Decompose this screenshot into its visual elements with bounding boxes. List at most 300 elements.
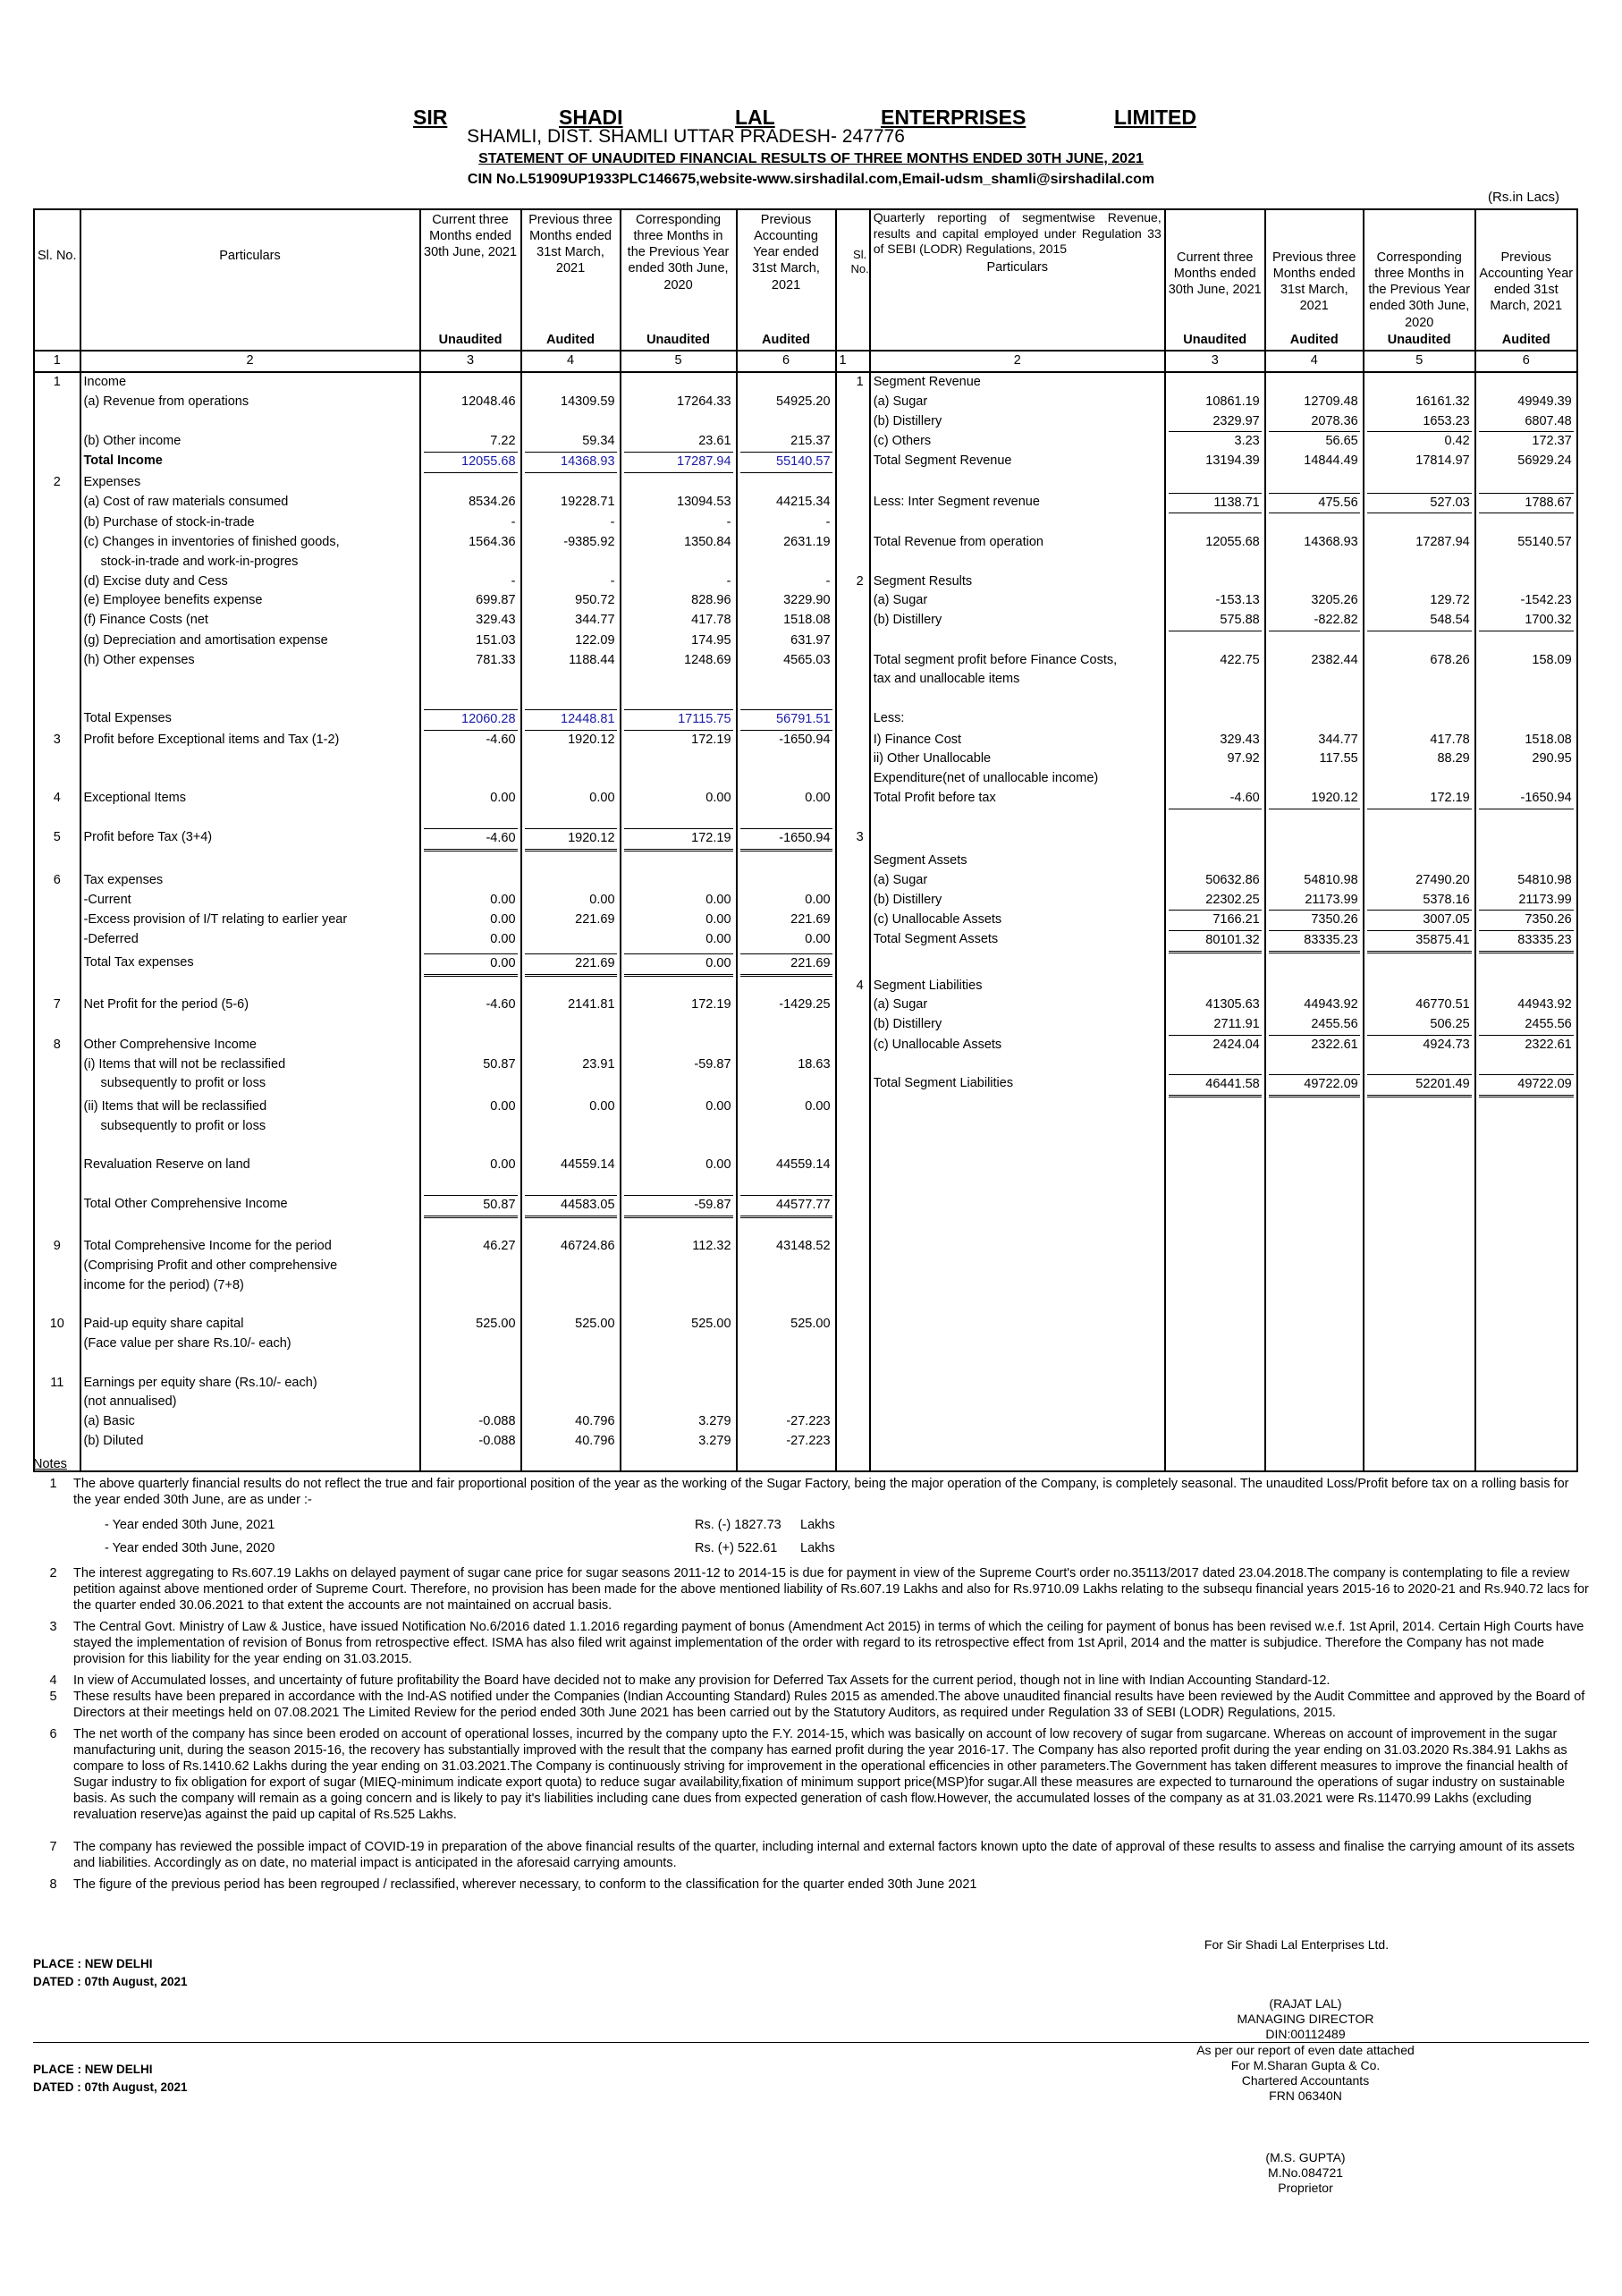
cell-value: 548.54 <box>1367 611 1472 631</box>
row-sl <box>34 1393 80 1412</box>
row-value-right <box>1475 1156 1577 1175</box>
row-value-right <box>1165 1276 1265 1296</box>
row-particulars: (h) Other expenses <box>80 651 420 671</box>
table-row <box>34 1175 1577 1195</box>
row-value-right <box>1165 995 1265 1015</box>
row-value-right <box>1265 930 1364 953</box>
table-row <box>34 670 1577 690</box>
row-particulars: Total Tax expenses <box>80 953 420 977</box>
row-particulars <box>80 851 420 871</box>
row-value-right <box>1265 412 1364 433</box>
cell-value: 0.00 <box>705 912 731 928</box>
row-particulars-right <box>870 513 1165 533</box>
row-value-right <box>1165 769 1265 789</box>
row-value-right <box>1364 1218 1475 1238</box>
cell-value: 1788.67 <box>1479 493 1574 514</box>
row-value-right <box>1265 1055 1364 1075</box>
cell-value: 17287.94 <box>624 452 733 473</box>
column-number-row <box>34 351 1577 372</box>
table-row <box>34 372 1577 393</box>
cell-value: 44215.34 <box>776 494 831 509</box>
row-value-right <box>1364 1412 1475 1432</box>
row-value <box>621 930 737 953</box>
row-value-right <box>1265 750 1364 769</box>
col-year: Previous Accounting Year ended 31st March, 2021 <box>737 209 836 331</box>
row-value <box>420 1237 521 1257</box>
row-value-right <box>1265 977 1364 996</box>
row-value <box>521 1257 621 1276</box>
cell-value: 12048.46 <box>461 394 516 409</box>
row-particulars: (c) Changes in inventories of finished goods, <box>80 533 420 553</box>
row-value <box>521 891 621 911</box>
row-value <box>737 1097 836 1117</box>
row-sl-right <box>851 591 870 611</box>
row-particulars <box>80 1137 420 1156</box>
row-value <box>420 493 521 514</box>
table-row <box>34 631 1577 651</box>
table-row <box>34 750 1577 769</box>
table-row <box>34 995 1577 1015</box>
row-sl <box>34 670 80 690</box>
row-value-right <box>1475 611 1577 631</box>
row-sl-right: 2 <box>856 573 864 589</box>
row-value <box>737 432 836 452</box>
row-particulars-right: (c) Others <box>870 432 1165 452</box>
row-particulars-right: Expenditure(net of unallocable income) <box>870 769 1165 789</box>
row-sl: 10 <box>34 1315 80 1334</box>
cell-value: 80101.32 <box>1169 930 1262 953</box>
row-particulars: Net Profit for the period (5-6) <box>80 995 420 1015</box>
row-value-right <box>1475 891 1577 911</box>
cell-value: 0.00 <box>705 932 731 947</box>
cell-value: 221.69 <box>525 953 617 977</box>
row-value <box>521 412 621 433</box>
row-value-right <box>1475 709 1577 731</box>
cell-value: 14368.93 <box>1304 535 1358 550</box>
row-value-right <box>1475 1015 1577 1036</box>
row-particulars: Earnings per equity share (Rs.10/- each) <box>80 1374 420 1394</box>
row-value <box>621 1097 737 1117</box>
cell-value: - <box>610 573 615 589</box>
row-value-right <box>1475 1354 1577 1374</box>
row-sl-right <box>851 871 870 891</box>
row-particulars-right <box>870 1175 1165 1195</box>
cell-value: 781.33 <box>476 652 516 667</box>
cell-value: -153.13 <box>1215 593 1260 608</box>
row-value <box>521 651 621 671</box>
row-value <box>621 851 737 871</box>
row-value-right <box>1265 493 1364 514</box>
row-particulars-right <box>870 1097 1165 1117</box>
cell-value: 3007.05 <box>1423 912 1470 928</box>
cell-value: 0.00 <box>805 892 831 907</box>
cell-value: 54810.98 <box>1517 872 1572 887</box>
column-number: 6 <box>1475 351 1577 372</box>
row-value-right <box>1475 1257 1577 1276</box>
row-sl: 11 <box>34 1374 80 1394</box>
row-value <box>521 1195 621 1218</box>
row-value <box>420 911 521 930</box>
row-value-right <box>1165 631 1265 651</box>
row-value-right <box>1165 690 1265 709</box>
row-sl <box>34 1354 80 1374</box>
cell-value: -4.60 <box>486 997 516 1012</box>
row-particulars: Tax expenses <box>80 871 420 891</box>
row-value-right <box>1265 1334 1364 1354</box>
cell-value: 18.63 <box>798 1056 831 1072</box>
row-value-right <box>1364 591 1475 611</box>
col-current-right: Current three Months ended 30th June, 2021 <box>1165 209 1265 331</box>
row-sl-right <box>851 709 870 731</box>
row-value-right <box>1475 432 1577 452</box>
row-value <box>621 1354 737 1374</box>
row-value-right <box>1364 690 1475 709</box>
row-value <box>521 631 621 651</box>
row-sl <box>34 769 80 789</box>
row-value-right <box>1165 651 1265 671</box>
cell-value: 0.00 <box>705 892 731 907</box>
table-row <box>34 591 1577 611</box>
row-particulars: subsequently to profit or loss <box>80 1117 420 1137</box>
row-particulars <box>80 769 420 789</box>
row-value-right <box>1265 769 1364 789</box>
row-particulars <box>80 412 420 433</box>
cell-value: 49722.09 <box>1269 1074 1360 1097</box>
row-value <box>521 750 621 769</box>
row-value <box>420 1156 521 1175</box>
table-row <box>34 953 1577 977</box>
cell-value: 221.69 <box>575 912 615 928</box>
row-sl <box>34 851 80 871</box>
row-particulars-right <box>870 1055 1165 1075</box>
row-value-right <box>1364 953 1475 977</box>
cell-value: 14844.49 <box>1304 453 1358 469</box>
row-value <box>420 372 521 393</box>
row-value-right <box>1475 670 1577 690</box>
row-sl-right <box>851 911 870 930</box>
table-row <box>34 709 1577 731</box>
cell-value: 0.00 <box>589 790 615 805</box>
cell-value: 2141.81 <box>568 997 615 1012</box>
row-sl-right <box>851 1036 870 1055</box>
table-row <box>34 977 1577 996</box>
row-value <box>420 828 521 851</box>
table-row <box>34 1257 1577 1276</box>
row-value-right <box>1475 690 1577 709</box>
row-particulars-right: (a) Sugar <box>870 995 1165 1015</box>
row-value-right <box>1165 1354 1265 1374</box>
partner-signature: (M.S. GUPTA) M.No.084721 Proprietor <box>1265 2150 1346 2195</box>
row-particulars: income for the period) (7+8) <box>80 1276 420 1296</box>
cell-value: - <box>825 515 831 530</box>
row-sl <box>34 1276 80 1296</box>
row-value-right <box>1475 789 1577 809</box>
status-label: Audited <box>521 331 621 352</box>
col-previous-right: Previous three Months ended 31st March, 2021 <box>1265 209 1364 331</box>
row-sl-right <box>851 1218 870 1238</box>
row-sl-right <box>851 953 870 977</box>
row-value <box>737 995 836 1015</box>
cell-value: 50632.86 <box>1205 872 1260 887</box>
row-value <box>521 871 621 891</box>
row-value-right <box>1475 393 1577 412</box>
row-sl <box>34 750 80 769</box>
cell-value: 10861.19 <box>1205 394 1260 409</box>
cell-value: 3.279 <box>698 1433 731 1448</box>
row-value <box>621 572 737 592</box>
cell-value: 2322.61 <box>1525 1037 1572 1052</box>
row-value-right <box>1265 393 1364 412</box>
row-particulars-right <box>870 1393 1165 1412</box>
row-value <box>621 631 737 651</box>
row-value-right <box>1475 1374 1577 1394</box>
cell-value: 12709.48 <box>1304 394 1358 409</box>
row-value <box>621 1276 737 1296</box>
row-sl <box>34 533 80 553</box>
row-value-right <box>1165 372 1265 393</box>
row-sl-right <box>851 1055 870 1075</box>
row-particulars: subsequently to profit or loss <box>80 1074 420 1097</box>
row-value-right <box>1165 1156 1265 1175</box>
table-row <box>34 651 1577 671</box>
row-value-right <box>1265 1117 1364 1137</box>
row-value-right <box>1265 1276 1364 1296</box>
row-sl <box>34 493 80 514</box>
row-value <box>521 493 621 514</box>
row-particulars: (b) Diluted <box>80 1432 420 1452</box>
row-value <box>420 1015 521 1036</box>
row-value <box>420 690 521 709</box>
cell-value: 88.29 <box>1437 751 1470 767</box>
cell-value: 43148.52 <box>776 1239 831 1254</box>
row-particulars-right: Total Profit before tax <box>870 789 1165 809</box>
row-value <box>521 591 621 611</box>
row-value-right <box>1165 1374 1265 1394</box>
cell-value: -9385.92 <box>563 535 615 550</box>
table-row <box>34 1137 1577 1156</box>
cell-value: 290.95 <box>1532 751 1572 767</box>
cell-value: 1653.23 <box>1367 412 1472 433</box>
table-row <box>34 493 1577 514</box>
row-particulars: Paid-up equity share capital <box>80 1315 420 1334</box>
cell-value: 215.37 <box>790 434 831 449</box>
row-value-right <box>1165 851 1265 871</box>
table-row <box>34 809 1577 829</box>
row-value <box>420 750 521 769</box>
row-value <box>521 789 621 809</box>
cell-value: 56929.24 <box>1517 453 1572 469</box>
cell-value: 44583.05 <box>525 1195 617 1218</box>
cell-value: 344.77 <box>1318 732 1358 747</box>
col-previous: Previous three Months ended 31st March, 2021 <box>521 209 621 331</box>
row-sl-right <box>851 1354 870 1374</box>
row-value-right <box>1364 789 1475 809</box>
cell-value: 41305.63 <box>1205 997 1260 1012</box>
table-row <box>34 1296 1577 1316</box>
row-value <box>521 533 621 553</box>
row-value <box>737 393 836 412</box>
row-value <box>737 1354 836 1374</box>
row-value-right <box>1475 493 1577 514</box>
row-value-right <box>1364 1257 1475 1276</box>
row-particulars-right: (b) Distillery <box>870 611 1165 631</box>
row-value <box>420 769 521 789</box>
cell-value: 4924.73 <box>1423 1037 1470 1052</box>
cell-value: 699.87 <box>476 593 516 608</box>
table-row <box>34 1195 1577 1218</box>
row-value <box>621 553 737 572</box>
row-sl-right <box>851 1137 870 1156</box>
row-value <box>521 1218 621 1238</box>
row-sl-right <box>851 473 870 493</box>
row-particulars: (f) Finance Costs (net <box>80 611 420 631</box>
row-value-right <box>1265 1315 1364 1334</box>
row-value-right <box>1265 1036 1364 1055</box>
row-value-right <box>1364 611 1475 631</box>
row-sl <box>34 1015 80 1036</box>
col-year-right: Previous Accounting Year ended 31st March, 2021 <box>1475 209 1577 331</box>
cell-value: 83335.23 <box>1479 930 1574 953</box>
row-value-right <box>1475 631 1577 651</box>
row-sl-right <box>851 769 870 789</box>
row-sl-right <box>851 1432 870 1452</box>
row-sl-right <box>851 412 870 433</box>
row-value-right <box>1265 690 1364 709</box>
row-particulars: Exceptional Items <box>80 789 420 809</box>
row-value <box>420 809 521 829</box>
row-value-right <box>1165 493 1265 514</box>
row-value-right <box>1364 1175 1475 1195</box>
row-value <box>420 591 521 611</box>
col-sl: Sl. No. <box>34 209 80 331</box>
note-item: 4 In view of Accumulated losses, and uncertainty of future profitability the Board have decided not to make any provision for Deferred Tax Assets for the current period, though not in line with Indian Accounting Standard-12. <box>49 1673 1331 1688</box>
row-value-right <box>1364 1117 1475 1137</box>
row-value-right <box>1364 1315 1475 1334</box>
row-value-right <box>1165 977 1265 996</box>
cell-value: 55140.57 <box>1517 535 1572 550</box>
row-sl-right <box>851 631 870 651</box>
col-sl-right: Sl. No. <box>851 209 870 331</box>
row-particulars-right: Segment Assets <box>870 851 1165 871</box>
row-value-right <box>1475 1074 1577 1097</box>
row-value <box>737 1276 836 1296</box>
row-sl-right <box>851 1276 870 1296</box>
row-value-right <box>1475 769 1577 789</box>
row-value <box>420 452 521 473</box>
row-value <box>521 1117 621 1137</box>
row-value <box>521 1055 621 1075</box>
row-value-right <box>1165 533 1265 553</box>
row-value <box>737 1036 836 1055</box>
cell-value: 0.00 <box>705 1157 731 1173</box>
row-value <box>521 1015 621 1036</box>
row-value-right <box>1364 1195 1475 1218</box>
row-value-right <box>1475 1117 1577 1137</box>
row-value-right <box>1265 1296 1364 1316</box>
cell-value: 2631.19 <box>783 535 831 550</box>
row-particulars-right: Total Segment Assets <box>870 930 1165 953</box>
cell-value: 172.19 <box>624 828 733 851</box>
status-label: Audited <box>1265 331 1364 352</box>
row-particulars <box>80 1218 420 1238</box>
row-value <box>420 1296 521 1316</box>
row-particulars-right: Less: Inter Segment revenue <box>870 493 1165 514</box>
row-value <box>420 871 521 891</box>
row-value-right <box>1364 572 1475 592</box>
table-row <box>34 1412 1577 1432</box>
cell-value: 35875.41 <box>1367 930 1472 953</box>
row-particulars: Total Other Comprehensive Income <box>80 1195 420 1218</box>
row-value <box>420 995 521 1015</box>
row-value <box>621 750 737 769</box>
row-sl <box>34 432 80 452</box>
note-item: 8 The figure of the previous period has been regrouped / reclassified, wherever necessary, to conform to the classification for the quarter ended 30th June 2021 <box>49 1877 977 1892</box>
row-sl-right <box>851 1195 870 1218</box>
row-value-right <box>1265 1074 1364 1097</box>
financial-results-table <box>33 208 1578 1472</box>
table-row <box>34 1374 1577 1394</box>
status-label: Audited <box>1475 331 1577 352</box>
row-value-right <box>1475 1334 1577 1354</box>
cell-value: 2078.36 <box>1269 412 1360 433</box>
row-value <box>737 1412 836 1432</box>
row-particulars: -Deferred <box>80 930 420 953</box>
row-value-right <box>1165 911 1265 930</box>
company-address: SHAMLI, DIST. SHAMLI UTTAR PRADESH- 247776 <box>467 126 905 147</box>
column-number: 4 <box>1265 351 1364 372</box>
row-value <box>737 1074 836 1097</box>
cell-value: 2329.97 <box>1169 412 1262 433</box>
cell-value: - <box>511 573 516 589</box>
cell-value: -59.87 <box>694 1056 731 1072</box>
cell-value: 417.78 <box>691 613 731 628</box>
table-row <box>34 828 1577 851</box>
row-particulars-right <box>870 1218 1165 1238</box>
row-value-right <box>1265 953 1364 977</box>
cell-value: 3.279 <box>698 1414 731 1429</box>
cell-value: 1920.12 <box>525 828 617 851</box>
row-value-right <box>1165 553 1265 572</box>
row-value-right <box>1265 1393 1364 1412</box>
row-value <box>621 670 737 690</box>
row-particulars: Total Comprehensive Income for the period <box>80 1237 420 1257</box>
row-value-right <box>1475 1276 1577 1296</box>
row-sl-right <box>851 891 870 911</box>
row-value-right <box>1165 572 1265 592</box>
table-row <box>34 1036 1577 1055</box>
row-value-right <box>1265 789 1364 809</box>
cell-value: 2322.61 <box>1311 1037 1358 1052</box>
row-value-right <box>1265 670 1364 690</box>
row-value <box>621 1137 737 1156</box>
cell-value: 0.00 <box>805 932 831 947</box>
row-value-right <box>1475 995 1577 1015</box>
cell-value: 0.00 <box>490 1157 516 1173</box>
row-value-right <box>1364 393 1475 412</box>
units-label: (Rs.in Lacs) <box>1488 190 1560 205</box>
row-value <box>737 891 836 911</box>
cell-value: 46441.58 <box>1169 1074 1262 1097</box>
cell-value: 527.03 <box>1367 493 1472 514</box>
table-row <box>34 1354 1577 1374</box>
cell-value: 46770.51 <box>1415 997 1470 1012</box>
row-value <box>420 789 521 809</box>
row-value-right <box>1364 553 1475 572</box>
row-value-right <box>1364 513 1475 533</box>
cell-value: 50.87 <box>483 1056 516 1072</box>
cell-value: 678.26 <box>1430 652 1470 667</box>
cell-value: 4565.03 <box>783 652 831 667</box>
